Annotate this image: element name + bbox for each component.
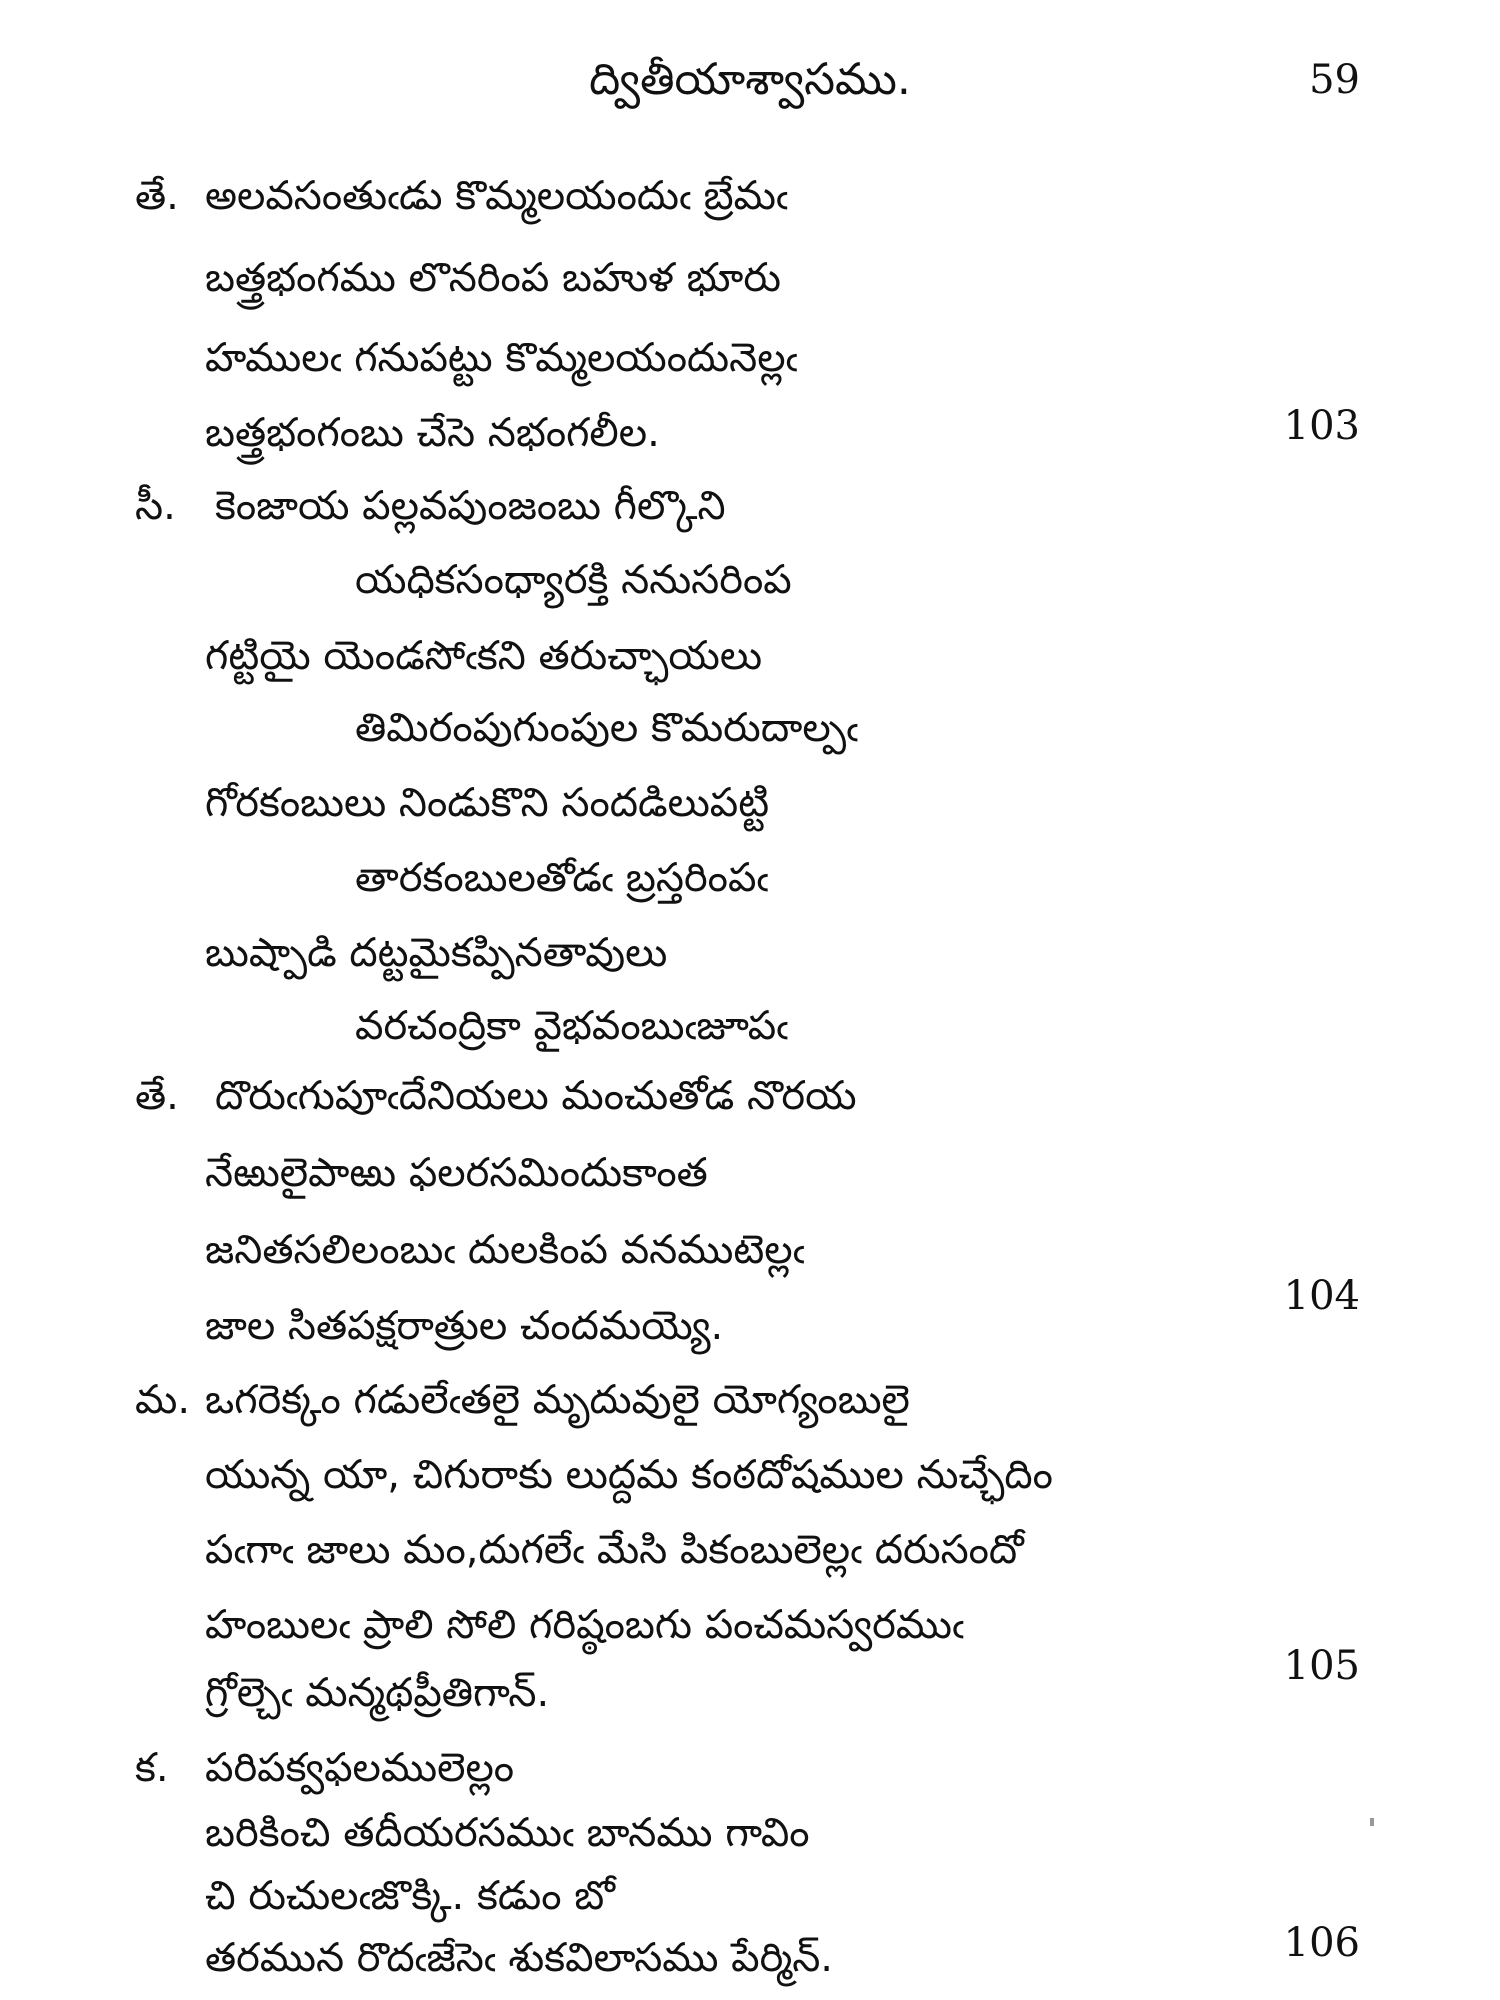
- verse-2-line-2: యధికసంధ్యారక్తి ననుసరింప: [355, 557, 792, 603]
- verse-4-meter-marker: మ.: [135, 1377, 191, 1423]
- verse-2-line-8: వరచంద్రికా వైభవంబుఁజూపఁ: [355, 1003, 789, 1049]
- verse-1-line-1: అలవసంతుఁడు కొమ్మలయందుఁ బ్రేమఁ: [205, 173, 788, 219]
- verse-2-line-7: బుష్పాడి దట్టమైకప్పినతావులు: [205, 930, 668, 976]
- verse-3-meter-marker: తే.: [135, 1073, 179, 1119]
- verse-3-line-1: దొరుఁగుపూఁదేనియలు మంచుతోడ నొరయ: [215, 1073, 857, 1119]
- verse-number-103: 103: [1283, 403, 1360, 449]
- verse-1-line-2: బత్త్రభంగము లొనరింప బహుళ భూరు: [205, 255, 781, 301]
- chapter-heading: ద్వితీయాశ్వాసము.: [589, 54, 911, 105]
- verse-1-line-4: బత్త్రభంగంబు చేసె నభంగలీల.: [205, 410, 660, 456]
- verse-5-line-4: తరమున రొదఁజేసెఁ శుకవిలాసము పేర్మిన్.: [205, 1935, 834, 1981]
- verse-2-line-3: గట్టియై యెండసోఁకని తరుచ్ఛాయలు: [205, 633, 763, 679]
- verse-number-106: 106: [1283, 1920, 1360, 1966]
- verse-2-line-1: కెంజాయ పల్లవపుంజంబు గీల్కొని: [215, 483, 726, 529]
- verse-5-line-3: చి రుచులఁజొక్కి. కడుం బో: [205, 1873, 615, 1919]
- verse-2-line-4: తిమిరంపుగుంపుల కొమరుదాల్పఁ: [355, 705, 859, 751]
- verse-3-line-3: జనితసలిలంబుఁ దులకింప వనముటెల్లఁ: [205, 1227, 805, 1273]
- verse-5-line-1: పరిపక్వఫలములెల్లం: [205, 1745, 515, 1791]
- verse-2-line-5: గోరకంబులు నిండుకొని సందడిలుపట్టి: [205, 780, 770, 826]
- verse-4-line-5: గ్రోల్చెఁ మన్మథప్రీతిగాన్.: [205, 1670, 550, 1716]
- verse-2-meter-marker: సీ.: [135, 483, 176, 529]
- verse-5-line-2: బరికించి తదీయరసముఁ బానము గావిం: [205, 1810, 810, 1856]
- verse-5-meter-marker: క.: [135, 1745, 169, 1791]
- verse-4-line-4: హంబులఁ ప్రాలి సోలి గరిష్ఠంబగు పంచమస్వరముఁ: [205, 1602, 964, 1648]
- verse-3-line-2: నేఱులైపాఱు ఫలరసమిందుకాంత: [205, 1150, 708, 1196]
- verse-4-line-3: పఁగాఁ జాలు మం,దుగలేఁ మేసి పికంబులెల్లఁ దరుసందో: [205, 1527, 1024, 1573]
- scan-speck: [1370, 1818, 1374, 1826]
- verse-3-line-4: జాల సితపక్షరాత్రుల చందమయ్యె.: [205, 1303, 724, 1349]
- verse-1-meter-marker: తే.: [135, 173, 179, 219]
- verse-number-105: 105: [1283, 1643, 1360, 1689]
- page-number: 59: [1309, 57, 1360, 103]
- verse-2-line-6: తారకంబులతోడఁ బ్రస్తరింపఁ: [355, 855, 769, 901]
- verse-4-line-2: యున్న యా, చిగురాకు లుద్దమ కంఠదోషముల నుచ్ఛేదిం: [205, 1452, 1053, 1498]
- verse-number-104: 104: [1283, 1273, 1360, 1319]
- verse-4-line-1: ఒగరెక్కం గడులేఁతలై మృదువులై యోగ్యంబులై: [205, 1377, 910, 1423]
- verse-1-line-3: హములఁ గనుపట్టు కొమ్మలయందునెల్లఁ: [205, 335, 798, 381]
